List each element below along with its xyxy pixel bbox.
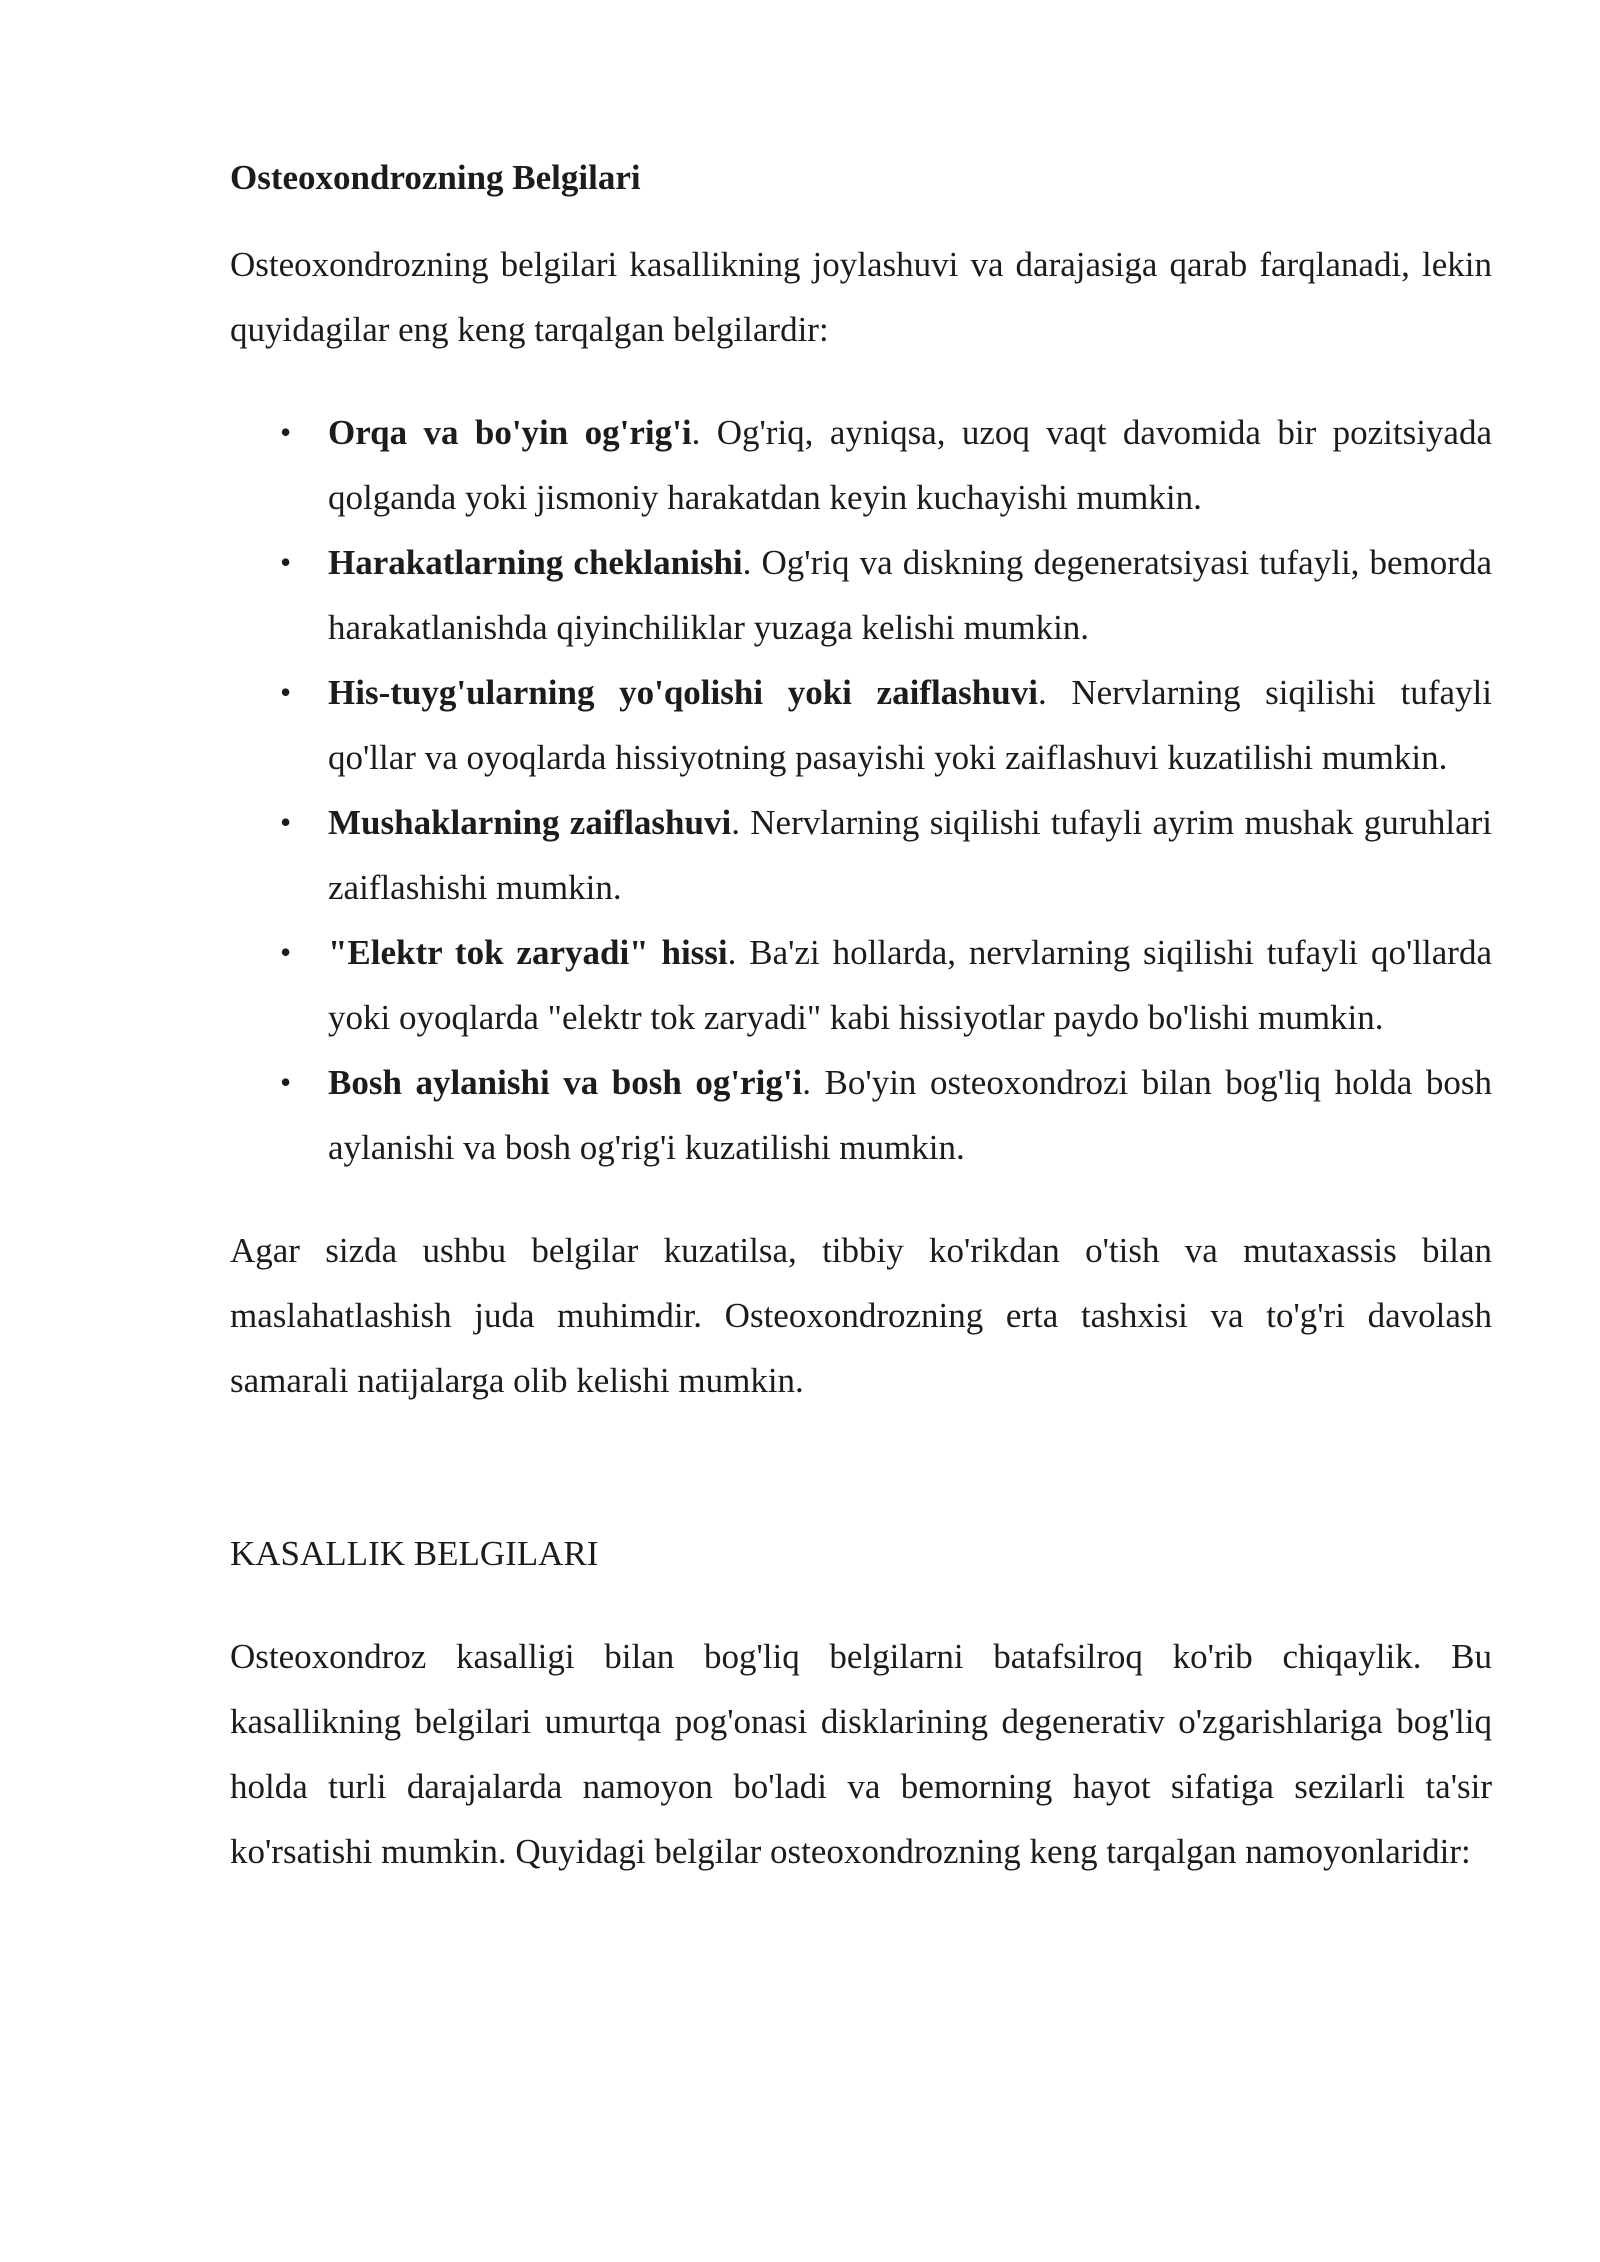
list-item — [230, 660, 1492, 790]
list-item — [230, 400, 1492, 530]
list-item-text: . Og'riq, ayniqsa, uzoq vaqt davomida bir pozitsiyada qolganda yoki jismoniy harakatdan keyin kuchayishi mumkin. — [328, 413, 1493, 517]
list-item-text: . Nervlarning siqilishi tufayli qo'llar va oyoqlarda hissiyotning pasayishi yoki zaiflashuvi kuzatilishi mumkin. — [328, 673, 1493, 777]
list-item-text: . Nervlarning siqilishi tufayli ayrim mushak guruhlari zaiflashishi mumkin. — [328, 803, 1492, 907]
bullet-icon: • — [280, 1064, 292, 1100]
document-page — [230, 148, 1492, 1884]
list-item-term: "Elektr tok zaryadi" hissi — [328, 933, 728, 972]
list-item-text: . Og'riq va diskning degeneratsiyasi tufayli, bemorda harakatlanishda qiyinchiliklar yuzaga kelishi mumkin. — [328, 543, 1492, 647]
list-item-text: . Bo'yin osteoxondrozi bilan bog'liq holda bosh aylanishi va bosh og'rig'i kuzatilishi mumkin. — [328, 1063, 1492, 1167]
list-item — [230, 920, 1492, 1050]
list-item — [230, 1050, 1492, 1180]
bullet-icon: • — [280, 934, 292, 970]
bullet-icon: • — [280, 804, 292, 840]
closing-paragraph: Agar sizda ushbu belgilar kuzatilsa, tibbiy ko'rikdan o'tish va mutaxassis bilan maslahatlashish juda muhimdir. Osteoxondrozning erta tashxisi va to'g'ri davolash samarali natijalarga olib kelishi mumkin. — [230, 1231, 1492, 1400]
intro-paragraph: Osteoxondrozning belgilari kasallikning joylashuvi va darajasiga qarab farqlanadi, lekin quyidagilar eng keng tarqalgan belgilardir: — [230, 245, 1492, 349]
document-title: Osteoxondrozning Belgilari — [230, 158, 641, 197]
list-item — [230, 530, 1492, 660]
section-paragraph: Osteoxondroz kasalligi bilan bog'liq belgilarni batafsilroq ko'rib chiqaylik. Bu kasallikning belgilari umurtqa pog'onasi disklarining degenerativ o'zgarishlariga bog'liq holda turli darajalarda namoyon bo'ladi va bemorning hayot sifatiga sezilarli ta'sir ko'rsatishi mumkin. Quyidagi belgilar osteoxondrozning keng tarqalgan namoyonlaridir: — [230, 1637, 1492, 1871]
list-item-text: . Ba'zi hollarda, nervlarning siqilishi tufayli qo'llarda yoki oyoqlarda "elektr tok zaryadi" kabi hissiyotlar paydo bo'lishi mumkin. — [328, 933, 1492, 1037]
list-item-term: Bosh aylanishi va bosh og'rig'i — [328, 1063, 803, 1102]
section-title: KASALLIK BELGILARI — [230, 1534, 599, 1573]
list-item-term: His-tuyg'ularning yo'qolishi yoki zaiflashuvi — [328, 673, 1038, 712]
list-item-term: Harakatlarning cheklanishi — [328, 543, 743, 582]
bullet-icon: • — [280, 414, 292, 450]
symptom-list — [230, 400, 1492, 1180]
list-item — [230, 790, 1492, 920]
bullet-icon: • — [280, 674, 292, 710]
list-item-term: Mushaklarning zaiflashuvi — [328, 803, 732, 842]
bullet-icon: • — [280, 544, 292, 580]
list-item-term: Orqa va bo'yin og'rig'i — [328, 413, 692, 452]
